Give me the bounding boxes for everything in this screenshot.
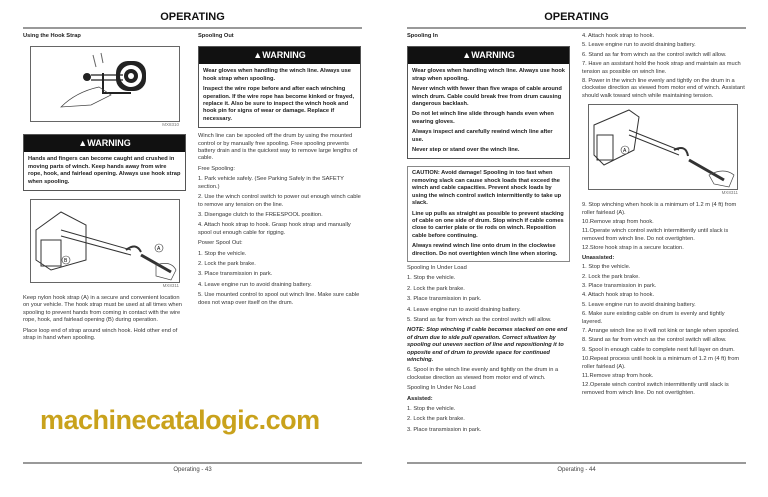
step: 4. Leave engine run to avoid draining battery. [198,281,312,288]
warning-triangle-icon: ▲ [462,50,472,61]
step: 4. Attach hook strap to hook. [582,292,655,299]
step: 9. Spool in enough cable to complete next full layer on drum. [582,346,735,353]
step: 1. Stop the vehicle. [407,406,456,413]
step: 5. Use mounted control to spool out winch line. Make sure cable does not wrap over itself on the drum. [198,292,360,306]
figure-label: MX8310 [162,122,179,128]
callout-b: B [64,258,68,265]
warning-text: Hands and fingers can become caught and crushed in moving parts of winch. Keep hands away from wire rope, hook, and fairlead opening. Always use hook strap when spooling. [28,156,181,185]
left-col-2 [198,33,361,310]
step: 5. Leave engine run to avoid draining battery. [582,42,696,49]
right-col-1 [407,33,570,437]
step: 10.Remove strap from hook. [582,219,654,226]
section-heading: Spooling In [407,33,438,39]
step: 10.Repeat process until hook is a minimum of 1.2 m (4 ft) from roller fairlead (A). [582,356,740,370]
step: 3. Place transmission in park. [407,426,482,433]
step: 1. Stop the vehicle. [198,250,247,257]
winch-strap-illustration [30,199,180,283]
section-heading: Using the Hook Strap [23,33,81,39]
warning-box [198,46,361,128]
footer-rule [23,462,362,464]
warning-text: Always inspect and carefully rewind winch line after use. [412,129,553,143]
step: 3. Place transmission in park. [198,271,273,278]
page-header-left: OPERATING [160,11,225,23]
subheading: Spooling In Under Load [407,264,467,271]
step: 2. Use the winch control switch to power out enough winch cable to remove any tension on the line. [198,194,361,208]
warning-text: Inspect the wire rope before and after each winching operation. If the wire rope has become kinked or frayed, replace it. Also be sure to inspect the winch hook and hook pin for signs of wear or damage. Replace if necessary. [203,86,355,122]
step: 3. Place transmission in park. [407,296,482,303]
step: 11.Remove strap from hook. [582,372,654,379]
subheading: Power Spool Out: [198,240,243,247]
step: 8. Stand as far from winch as the control switch will allow. [582,337,727,344]
page-header-right: OPERATING [544,11,609,23]
step: 6. Spool in the winch line evenly and tightly on the drum in a clockwise direction as viewed from motor end of winch. [407,367,559,381]
warning-text: Never winch with fewer than five wraps of cable around winch drum. Cable could break free from drum causing dangerous backlash. [412,86,562,108]
step: 1. Park vehicle safely. (See Parking Safely in the SAFETY section.) [198,176,344,190]
subheading: Free Spooling: [198,165,235,172]
caution-text: Always rewind winch line onto drum in the clockwise direction. Do not overtighten winch line when storing. [412,243,558,257]
step: 12.Operate winch control switch intermittently until slack is removed from winch line. Do not overtighten. [582,382,729,396]
step: 6. Stand as far from winch as the control switch will allow. [582,51,727,58]
step: 11.Operate winch control switch intermittently until slack is removed from winch line. Do not overtighten. [582,228,729,242]
warning-text: Wear gloves when handling the winch line. Always use hook strap when spooling. [203,68,351,82]
step: 7. Arrange winch line so it will not kink or tangle when spooled. [582,327,740,334]
step: 6. Make sure existing cable on drum is evenly and tightly layered. [582,311,725,325]
step: 5. Leave engine run to avoid draining battery. [582,301,696,308]
callout-a: A [623,148,627,155]
warning-text: Never step or stand over the winch line. [412,147,520,154]
page-number-left: Operating - 43 [173,467,212,473]
step: 4. Attach hook strap to hook. [582,33,655,39]
step: 3. Place transmission in park. [582,282,657,289]
warning-box [23,134,186,191]
right-col-2 [582,33,745,399]
warning-text: Do not let winch line slide through hands even when wearing gloves. [412,111,554,125]
warning-title: WARNING [471,50,515,61]
warning-triangle-icon: ▲ [78,138,88,149]
header-rule [23,27,362,29]
step: 1. Stop the vehicle. [582,264,631,271]
figure-label: MX8311 [162,283,179,289]
page-number-right: Operating - 44 [557,467,596,473]
paragraph: Winch line can be spooled off the drum by using the mounted control or by manually free spooling. Free spooling prevents battery drain and is the quickest way to remove large lengths of cable. [198,133,358,162]
callout-a: A [157,246,161,253]
left-col-1 [23,33,186,345]
paragraph: Keep nylon hook strap (A) in a secure and convenient location on your vehicle. The hook strap must be used at all times when spooling to prevent hands from coming in contact with the wire rope, hook, and fairlead opening (B) during operation. [23,295,182,324]
step: 2. Lock the park brake. [407,285,465,292]
header-rule [407,27,746,29]
step: 2. Lock the park brake. [407,416,465,423]
step: 3. Disengage clutch to the FREESPOOL position. [198,211,323,218]
warning-text: Wear gloves when handling winch line. Always use hook strap when spooling. [412,68,565,82]
step: 7. Have an assistant hold the hook strap and maintain as much tension as possible on winch line. [582,61,741,75]
warning-triangle-icon: ▲ [253,50,263,61]
winch-spooling-illustration [588,104,738,190]
subheading: Spooling In Under No Load [407,385,476,392]
step: 1. Stop the vehicle. [407,275,456,282]
step: 4. Leave engine run to avoid draining battery. [407,306,521,313]
footer-rule [407,462,746,464]
note: NOTE: Stop winching if cable becomes stacked on one end of drum due to side pull operation. Correct situation by spooling out uneven section of line and repositioning it to opposite end of drum to provide space for continued winching. [407,327,568,363]
step: 9. Stop winching when hook is a minimum of 1.2 m (4 ft) from roller fairlead (A). [582,202,737,216]
hook-strap-illustration [30,46,180,122]
warning-title: ▲WARNING [24,135,185,152]
step: 8. Power in the winch line evenly and tightly on the drum in a clockwise direction as viewed from motor end of winch. Assistant should walk toward winch while maintaining tension. [582,78,745,99]
figure-label: MX8311 [721,190,738,196]
watermark: machinecatalogic.com [40,405,320,435]
step: 5. Stand as far from winch as the control switch will allow. [407,316,552,323]
section-heading: Spooling Out [198,33,234,39]
step: 2. Lock the park brake. [582,273,640,280]
step: 2. Lock the park brake. [198,260,256,267]
caution-text: Line up pulls as straight as possible to prevent stacking of cable on one side of drum. Stop winch if cable comes close to carrier plate or tie rods on winch. Reposition cable before continuing. [412,210,564,239]
subheading: Assisted: [407,395,433,402]
step: 4. Attach hook strap to hook. Grasp hook strap and manually spool out enough cable for rigging. [198,222,351,236]
warning-box [407,46,570,159]
subheading: Unassisted: [582,254,615,261]
warning-title: WARNING [262,50,306,61]
caution-text: CAUTION: Avoid damage! Spooling in too fast when removing slack can cause shock loads that exceed the winch and cable capacities. Prevent shock loads by using the winch control switch intermittently to take up slack. [412,170,562,207]
paragraph: Place loop end of strap around winch hook. Hold other end of strap in hand when spooling. [23,327,178,342]
step: 12.Store hook strap in a secure location. [582,245,684,252]
caution-box [407,166,570,261]
